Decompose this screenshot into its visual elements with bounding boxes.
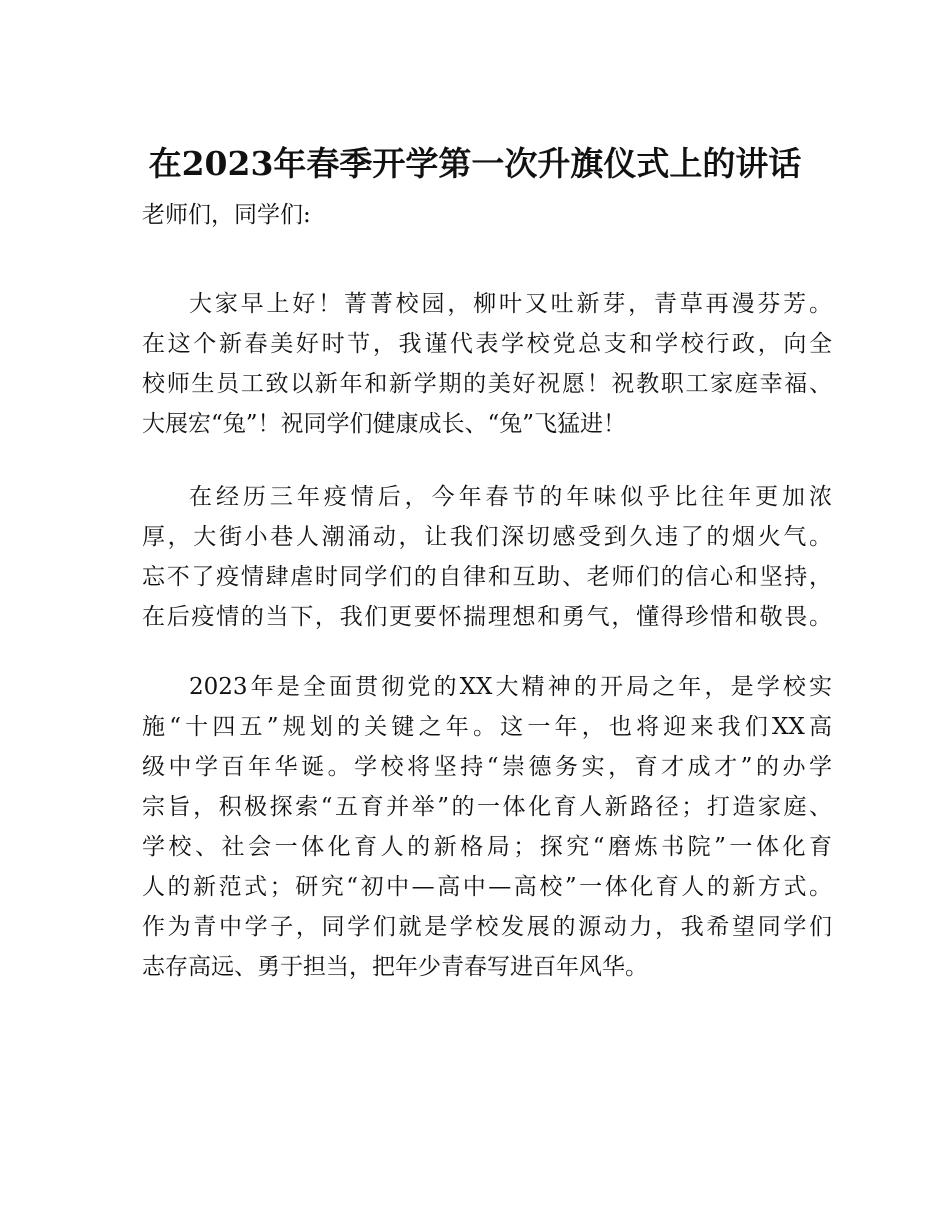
paragraph-line: 大家早上好！菁菁校园，柳叶又吐新芽，青草再漫芬芳。 <box>189 291 832 317</box>
paragraph-line: 校师生员工致以新年和新学期的美好祝愿！祝教职工家庭幸福、 <box>142 371 832 397</box>
paragraph-line: 人的新范式；研究“初中—高中—高校”一体化育人的新方式。 <box>142 874 832 900</box>
paragraph-school-plan <box>142 667 832 987</box>
paragraph-line: 在这个新春美好时节，我谨代表学校党总支和学校行政，向全 <box>142 331 832 357</box>
document-title: 在2023年春季开学第一次升旗仪式上的讲话 <box>148 144 802 183</box>
paragraph-line: 学校、社会一体化育人的新格局；探究“磨炼书院”一体化育 <box>142 834 832 860</box>
paragraph-line: 在后疫情的当下，我们更要怀揣理想和勇气，懂得珍惜和敬畏。 <box>142 604 832 630</box>
paragraph-line: 志存高远、勇于担当，把年少青春写进百年风华。 <box>142 954 648 980</box>
paragraph-line: 级中学百年华诞。学校将坚持“崇德务实，育才成才”的办学 <box>142 754 832 780</box>
paragraph-line: 宗旨，积极探索“五育并举”的一体化育人新路径；打造家庭、 <box>142 794 832 820</box>
paragraph-greeting <box>142 284 832 444</box>
paragraph-line: 忘不了疫情肆虐时同学们的自律和互助、老师们的信心和坚持， <box>142 564 832 590</box>
paragraph-line: 大展宏“兔”！祝同学们健康成长、“兔”飞猛进！ <box>142 411 627 437</box>
paragraph-line: 作为青中学子，同学们就是学校发展的源动力，我希望同学们 <box>142 914 832 940</box>
salutation: 老师们，同学们: <box>142 202 311 228</box>
paragraph-line: 厚，大街小巷人潮涌动，让我们深切感受到久违了的烟火气。 <box>142 524 832 550</box>
paragraph-post-pandemic <box>142 477 832 637</box>
paragraph-line: 施“十四五”规划的关键之年。这一年，也将迎来我们XX高 <box>142 714 832 740</box>
paragraph-line: 在经历三年疫情后，今年春节的年味似乎比往年更加浓 <box>189 484 832 510</box>
paragraph-line: 2023年是全面贯彻党的XX大精神的开局之年，是学校实 <box>189 674 832 700</box>
